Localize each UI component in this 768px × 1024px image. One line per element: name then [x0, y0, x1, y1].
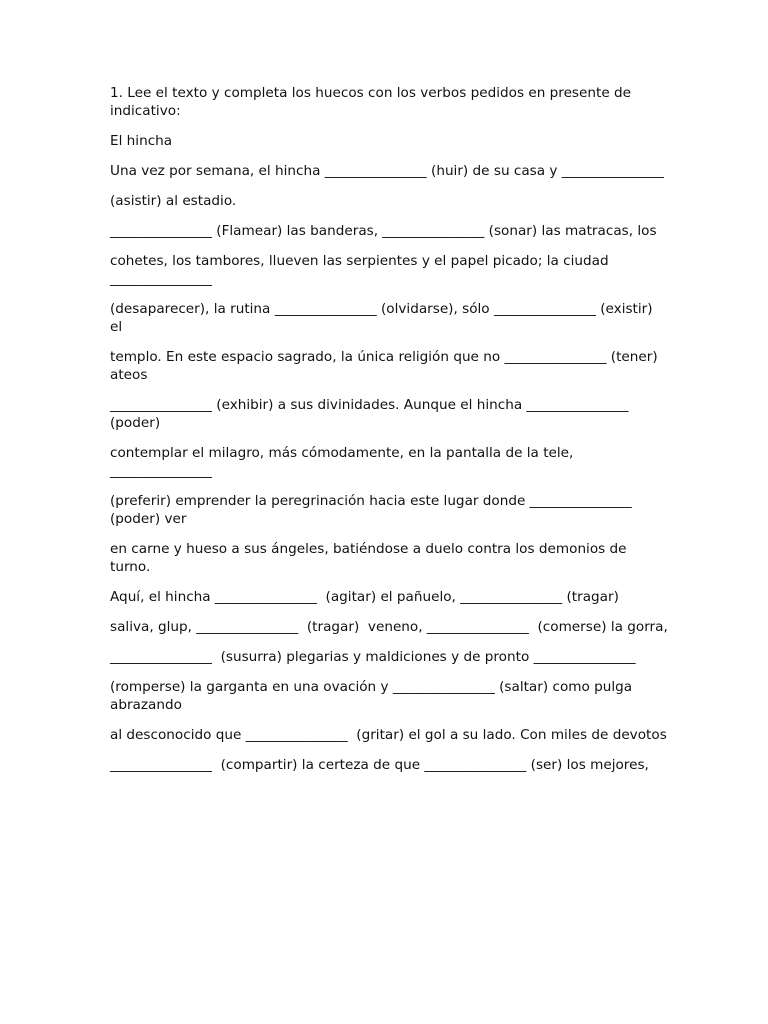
text-paragraph: contemplar el milagro, más cómodamente, en la pantalla de la tele, _______________	[110, 445, 578, 479]
worksheet-page	[110, 84, 670, 786]
text-paragraph: _______________ (compartir) la certeza de que _______________ (ser) los mejores,	[110, 757, 649, 773]
text-paragraph: (desaparecer), la rutina _______________ (olvidarse), sólo _______________ (existir) el	[110, 301, 662, 335]
text-paragraph: cohetes, los tambores, llueven las serpientes y el papel picado; la ciudad _______________	[110, 253, 613, 287]
text-paragraph: templo. En este espacio sagrado, la única religión que no _______________ (tener) ateos	[110, 349, 662, 383]
text-paragraph: (romperse) la garganta en una ovación y _______________ (saltar) como pulga abrazando	[110, 679, 637, 713]
text-paragraph: Aquí, el hincha _______________ (agitar) el pañuelo, _______________ (tragar)	[110, 589, 619, 605]
text-paragraph: (asistir) al estadio.	[110, 193, 237, 209]
text-title: El hincha	[110, 133, 173, 149]
text-paragraph: en carne y hueso a sus ángeles, batiéndose a duelo contra los demonios de turno.	[110, 541, 631, 575]
text-paragraph: al desconocido que _______________ (gritar) el gol a su lado. Con miles de devotos	[110, 727, 667, 743]
text-paragraph: _______________ (Flamear) las banderas, _______________ (sonar) las matracas, los	[110, 223, 657, 239]
text-paragraph: _______________ (susurra) plegarias y maldiciones y de pronto _______________	[110, 649, 636, 665]
text-paragraph: (preferir) emprender la peregrinación hacia este lugar donde _______________ (poder) ver	[110, 493, 636, 527]
text-paragraph: Una vez por semana, el hincha _______________ (huir) de su casa y _______________	[110, 163, 664, 179]
text-paragraph: saliva, glup, _______________ (tragar) veneno, _______________ (comerse) la gorra,	[110, 619, 668, 635]
exercise-instruction: 1. Lee el texto y completa los huecos con los verbos pedidos en presente de indicativo:	[110, 85, 636, 119]
text-paragraph: _______________ (exhibir) a sus divinidades. Aunque el hincha _______________ (poder)	[110, 397, 633, 431]
